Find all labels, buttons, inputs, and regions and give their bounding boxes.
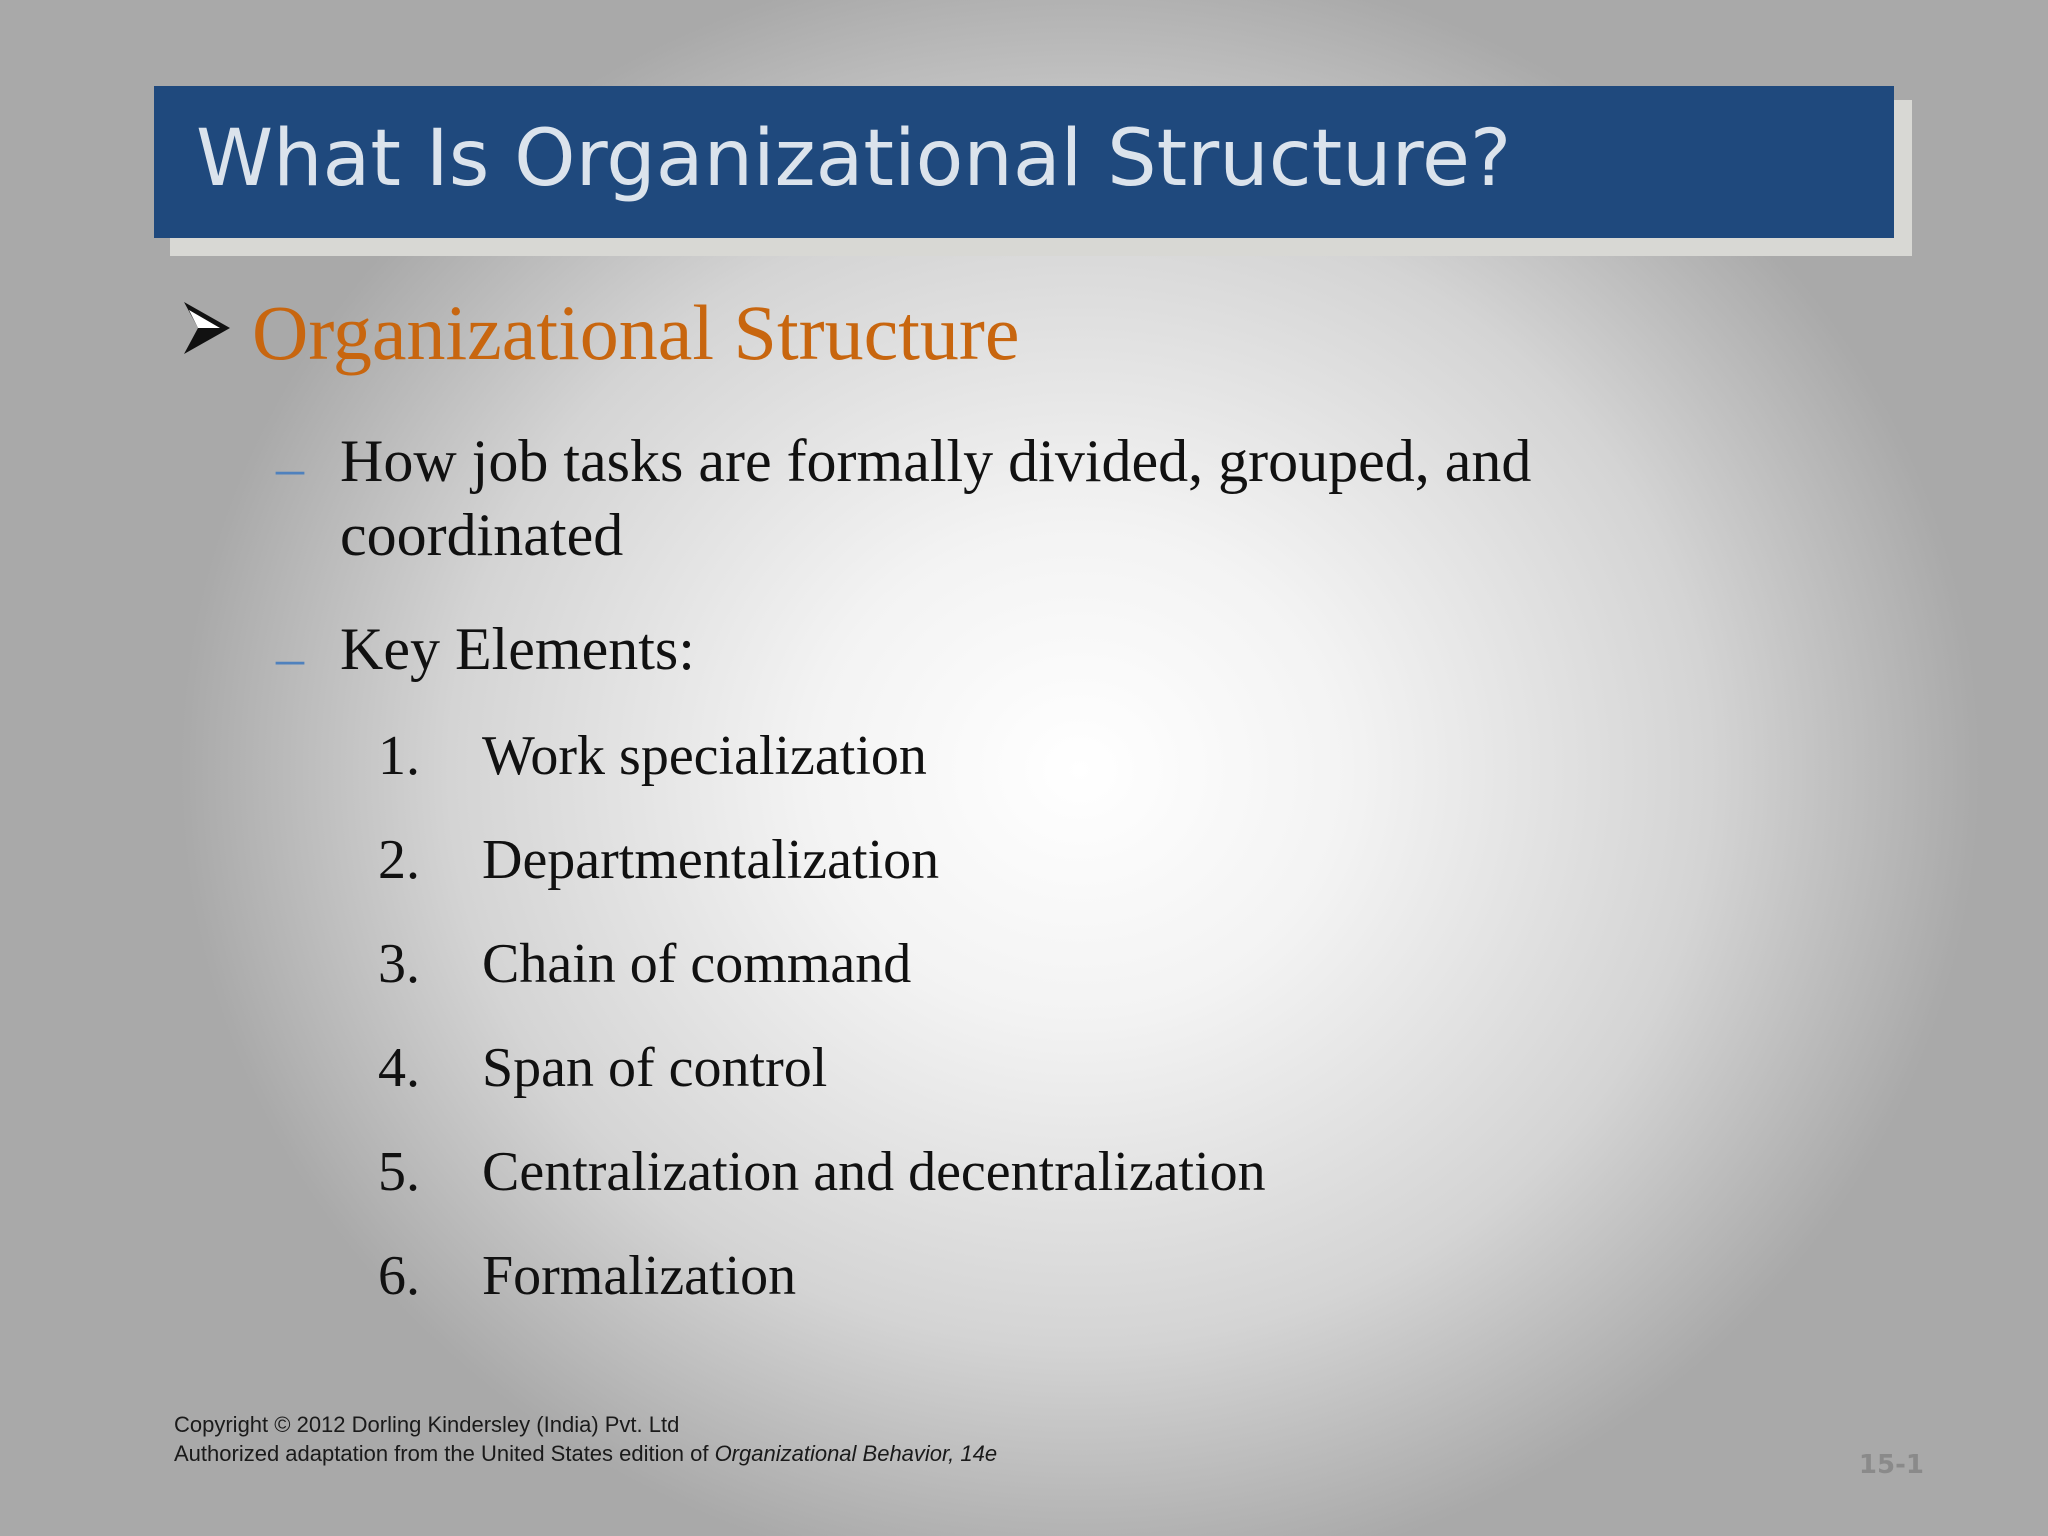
list-item-text: Span of control bbox=[482, 1037, 828, 1099]
copyright-footer bbox=[174, 1410, 997, 1468]
adaptation-line bbox=[174, 1439, 997, 1468]
copyright-line: Copyright © 2012 Dorling Kindersley (India) Pvt. Ltd bbox=[174, 1412, 680, 1437]
title-bar bbox=[154, 86, 1894, 238]
list-item-text: Formalization bbox=[482, 1245, 797, 1307]
list-item-number: 6. bbox=[378, 1245, 420, 1307]
list-item-number: 3. bbox=[378, 933, 420, 995]
list-item-number: 1. bbox=[378, 725, 420, 787]
list-item-text: Centralization and decentralization bbox=[482, 1141, 1266, 1203]
list-item-text: Departmentalization bbox=[482, 829, 940, 891]
adaptation-book-title: Organizational Behavior, 14e bbox=[714, 1441, 998, 1466]
dash-bullet: – bbox=[276, 437, 304, 499]
list-item-number: 5. bbox=[378, 1141, 420, 1203]
dash-bullet: – bbox=[276, 627, 304, 689]
arrow-bullet-icon bbox=[180, 298, 232, 358]
slide-number: 15-1 bbox=[1858, 1450, 1924, 1480]
section-heading: Organizational Structure bbox=[252, 289, 1020, 376]
key-elements-label: Key Elements: bbox=[340, 616, 695, 682]
definition-line-2: coordinated bbox=[340, 502, 624, 568]
slide-title: What Is Organizational Structure? bbox=[196, 114, 1512, 204]
list-item-number: 2. bbox=[378, 829, 420, 891]
list-item-number: 4. bbox=[378, 1037, 420, 1099]
list-item-text: Work specialization bbox=[482, 725, 927, 787]
list-item-text: Chain of command bbox=[482, 933, 912, 995]
adaptation-prefix: Authorized adaptation from the United States edition of bbox=[174, 1441, 715, 1466]
definition-line-1: How job tasks are formally divided, grouped, and bbox=[340, 428, 1532, 494]
